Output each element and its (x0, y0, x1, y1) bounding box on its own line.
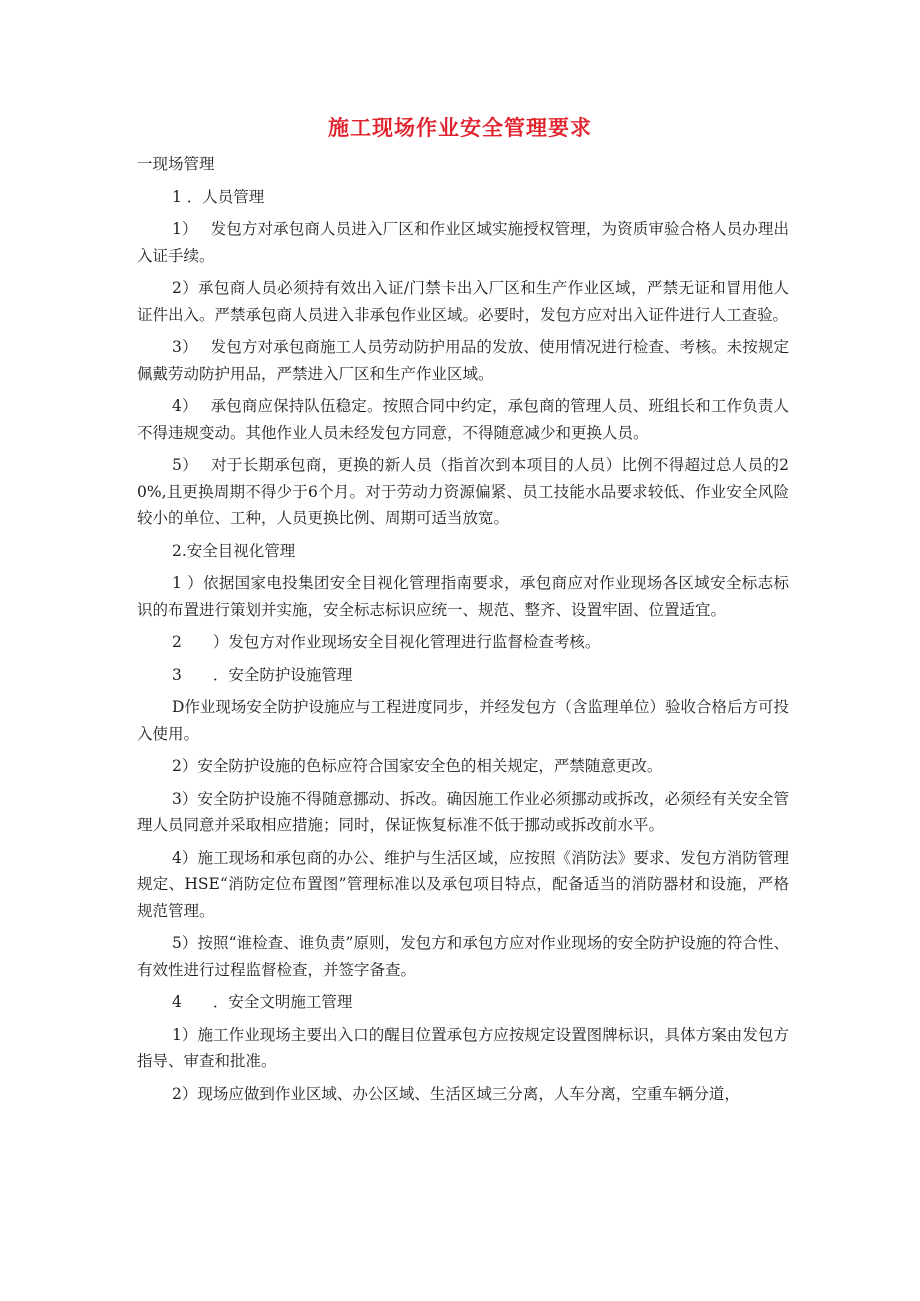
document-paragraph: 1 ．人员管理 (172, 187, 265, 206)
document-paragraph: 2.安全目视化管理 (172, 541, 296, 560)
document-paragraph: 4 ．安全文明施工管理 (172, 993, 353, 1011)
document-paragraph: 2）安全防护设施的色标应符合国家安全色的相关规定，严禁随意更改。 (172, 757, 663, 775)
document-paragraph: 3）安全防护设施不得随意挪动、拆改。确因施工作业必须挪动或拆改，必须经有关安全管理人员同意并采取相应措施；同时，保证恢复标准不低于挪动或拆改前水平。 (137, 789, 789, 834)
document-paragraph: 1 ）依据国家电投集团安全目视化管理指南要求，承包商应对作业现场各区域安全标志标识的布置进行策划并实施，安全标志标识应统一、规范、整齐、设置牢固、位置适宜。 (137, 574, 789, 619)
document-paragraph: 4）施工现场和承包商的办公、维护与生活区域，应按照《消防法》要求、发包方消防管理规定、HSE“消防定位布置图”管理标准以及承包项目特点，配备适当的消防器材和设施，严格规范管理。 (137, 848, 789, 920)
document-paragraph: 3 ．安全防护设施管理 (172, 665, 353, 684)
document-paragraph: 1） 发包方对承包商人员进入厂区和作业区域实施授权管理，为资质审验合格人员办理出入证手续。 (137, 220, 789, 265)
document-paragraph: 4） 承包商应保持队伍稳定。按照合同中约定，承包商的管理人员、班组长和工作负责人不得违规变动。其他作业人员未经发包方同意，不得随意减少和更换人员。 (137, 397, 789, 442)
page-title: 施工现场作业安全管理要求 (328, 116, 592, 140)
document-paragraph: 2 ）发包方对作业现场安全目视化管理进行监督检查考核。 (172, 633, 601, 651)
document-paragraph: 1）施工作业现场主要出入口的醒目位置承包方应按规定设置图牌标识，具体方案由发包方指导、审查和批准。 (137, 1025, 789, 1070)
document-body (137, 151, 789, 1113)
document-paragraph: 2）现场应做到作业区域、办公区域、生活区域三分离，人车分离，空重车辆分道， (172, 1084, 740, 1103)
document-paragraph: 3） 发包方对承包商施工人员劳动防护用品的发放、使用情况进行检查、考核。未按规定佩戴劳动防护用品，严禁进入厂区和生产作业区域。 (137, 338, 789, 383)
document-paragraph: 一现场管理 (137, 155, 215, 173)
document-paragraph: 5）按照“谁检查、谁负责”原则，发包方和承包方应对作业现场的安全防护设施的符合性、有效性进行过程监督检查，并签字备查。 (137, 934, 789, 979)
document-paragraph: 2）承包商人员必须持有效出入证/门禁卡出入厂区和生产作业区域，严禁无证和冒用他人证件出入。严禁承包商人员进入非承包作业区域。必要时，发包方应对出入证件进行人工查验。 (137, 279, 789, 324)
document-paragraph: D作业现场安全防护设施应与工程进度同步，并经发包方（含监理单位）验收合格后方可投入使用。 (137, 698, 789, 743)
document-paragraph: 5） 对于长期承包商，更换的新人员（指首次到本项目的人员）比例不得超过总人员的20%,且更换周期不得少于6个月。对于劳动力资源偏紧、员工技能水品要求较低、作业安全风险较小的单位、工种，人员更换比例、周期可适当放宽。 (137, 456, 789, 527)
